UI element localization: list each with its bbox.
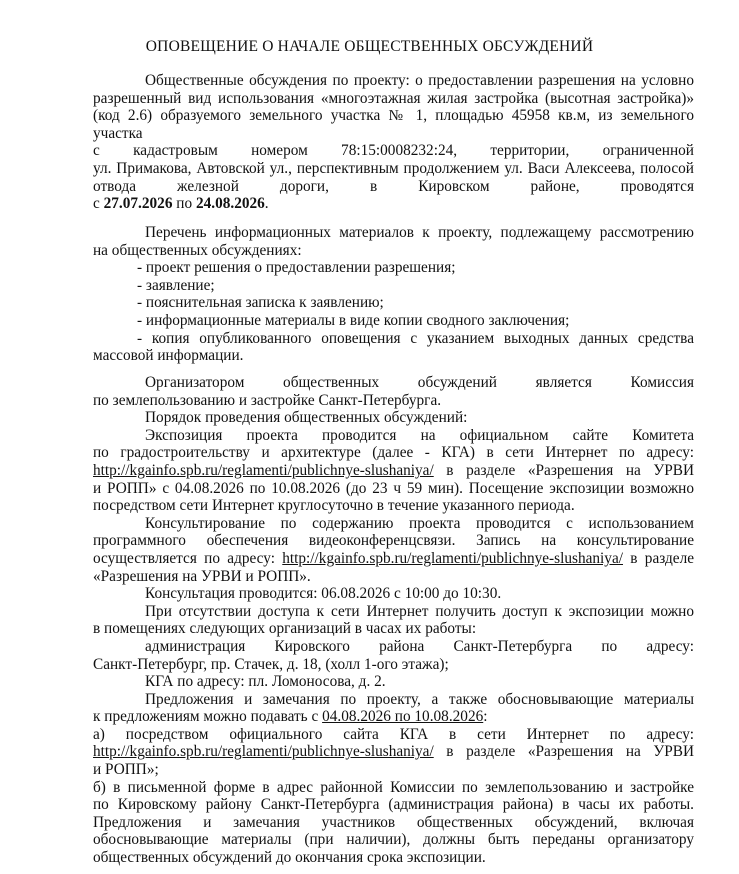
consult-prefix: осуществляется по адресу: — [93, 549, 283, 567]
consult-section-text: в разделе — [622, 549, 694, 567]
date-from: 27.07.2026 — [103, 195, 173, 213]
intro-line: ул. Примакова, Автовской ул., перспективным продолжением ул. Васи Алексеева, полосой — [93, 159, 694, 177]
offline-address: Санкт-Петербург, пр. Стачек, д. 18, (холл 1-ого этажа); — [93, 655, 449, 673]
intro-line: отвода железной дороги, в Кировском районе, проводятся — [93, 177, 694, 195]
exposition-line: Экспозиция проекта проводится на официальном сайте Комитета — [145, 426, 694, 444]
intro-line: Общественные обсуждения по проекту: о предоставлении разрешения на условно — [145, 72, 694, 89]
procedure-heading: Порядок проведения общественных обсуждений: — [145, 409, 468, 427]
proposals-option-a: а) посредством официального сайта КГА в сети Интернет по адресу: — [93, 725, 694, 743]
proposals-option-a: и РОПП»; — [93, 761, 159, 779]
dates-end: . — [264, 195, 269, 213]
kga-link[interactable]: http://kgainfo.spb.ru/reglamenti/publichnye-slushaniya/ — [282, 549, 623, 567]
exposition-line: посредством сети Интернет круглосуточно в течение указанного периода. — [93, 497, 575, 515]
dates-mid: по — [172, 195, 196, 213]
proposals-prefix: к предложениям можно подавать с — [93, 708, 323, 726]
document-title: ОПОВЕЩЕНИЕ О НАЧАЛЕ ОБЩЕСТВЕННЫХ ОБСУЖДЕНИЙ — [145, 38, 594, 55]
exposition-line: по градостроительству и архитектуре (далее - КГА) в сети Интернет по адресу: — [93, 444, 694, 462]
consult-line: «Разрешения на УРВИ и РОПП». — [93, 567, 311, 585]
proposals-option-b: общественных обсуждений до окончания срока экспозиции. — [93, 849, 486, 867]
list-item: - проект решения о предоставлении разрешения; — [137, 259, 456, 277]
offline-line: в помещениях следующих организаций в часах их работы: — [93, 620, 477, 638]
materials-lead: Перечень информационных материалов к проекту, подлежащему рассмотрению — [145, 224, 694, 241]
exposition-line: и РОПП» с 04.08.2026 по 10.08.2026 (до 23 ч 59 мин). Посещение экспозиции возможно — [93, 479, 694, 497]
organizer-section — [93, 374, 694, 867]
date-to: 24.08.2026 — [195, 195, 265, 213]
proposals-option-b: обосновывающие материалы (при наличии), должны быть переданы организатору — [93, 831, 694, 849]
intro-paragraph — [93, 72, 694, 213]
proposals-option-b: по Кировскому району Санкт-Петербурга (администрация района) в часы их работы. — [93, 796, 694, 814]
kga-link[interactable]: http://kgainfo.spb.ru/reglamenti/publichnye-slushaniya/ — [93, 743, 434, 761]
dates-prefix: с — [93, 195, 104, 213]
proposals-option-b: Предложения и замечания участников общественных обсуждений, включая — [93, 813, 694, 831]
list-item: - пояснительная записка к заявлению; — [137, 294, 384, 312]
organizer-line: по землепользованию и застройке Санкт-Петербурга. — [93, 391, 442, 409]
offline-line: При отсутствии доступа к сети Интернет получить доступ к экспозиции можно — [145, 602, 694, 620]
proposals-line — [93, 708, 694, 726]
consult-line: Консультирование по содержанию проекта проводится с использованием — [145, 514, 694, 532]
intro-line: (код 2.6) образуемого земельного участка № 1, площадью 45958 кв.м, из земельного участка — [93, 107, 694, 142]
proposals-option-b: б) в письменной форме в адрес районной Комиссии по землепользованию и застройке — [93, 778, 694, 796]
proposals-section-text: в разделе «Разрешения на УРВИ — [433, 743, 694, 761]
kga-address: КГА по адресу: пл. Ломоносова, д. 2. — [145, 673, 386, 691]
organizer-line: Организатором общественных обсуждений является Комиссия — [145, 374, 694, 391]
exposition-line — [93, 462, 694, 480]
proposals-dates: 04.08.2026 по 10.08.2026 — [322, 708, 484, 726]
materials-section — [93, 224, 694, 365]
list-item-continuation: массовой информации. — [93, 347, 244, 365]
consult-line: программного обеспечения видеоконференцсвязи. Запись на консультирование — [93, 532, 694, 550]
intro-line: с кадастровым номером 78:15:0008232:24, территории, ограниченной — [93, 142, 694, 160]
proposals-option-a — [93, 743, 694, 761]
kga-link[interactable]: http://kgainfo.spb.ru/reglamenti/publichnye-slushaniya/ — [93, 461, 434, 479]
proposals-colon: : — [483, 708, 488, 726]
offline-address: администрация Кировского района Санкт-Петербурга по адресу: — [145, 637, 694, 655]
intro-dates-line — [93, 195, 694, 213]
list-item: - заявление; — [137, 276, 215, 294]
materials-lead: на общественных обсуждениях: — [93, 241, 302, 259]
intro-line: разрешенный вид использования «многоэтажная жилая застройка (высотная застройка)» — [93, 89, 694, 107]
list-item: - копия опубликованного оповещения с указанием выходных данных средства — [137, 329, 694, 347]
proposals-line: Предложения и замечания по проекту, а также обосновывающие материалы — [145, 690, 694, 708]
list-item: - информационные материалы в виде копии сводного заключения; — [137, 311, 570, 329]
exposition-section-text: в разделе «Разрешения на УРВИ — [433, 461, 694, 479]
consult-time: Консультация проводится: 06.08.2026 с 10:00 до 10:30. — [145, 585, 502, 603]
consult-line — [93, 550, 694, 568]
